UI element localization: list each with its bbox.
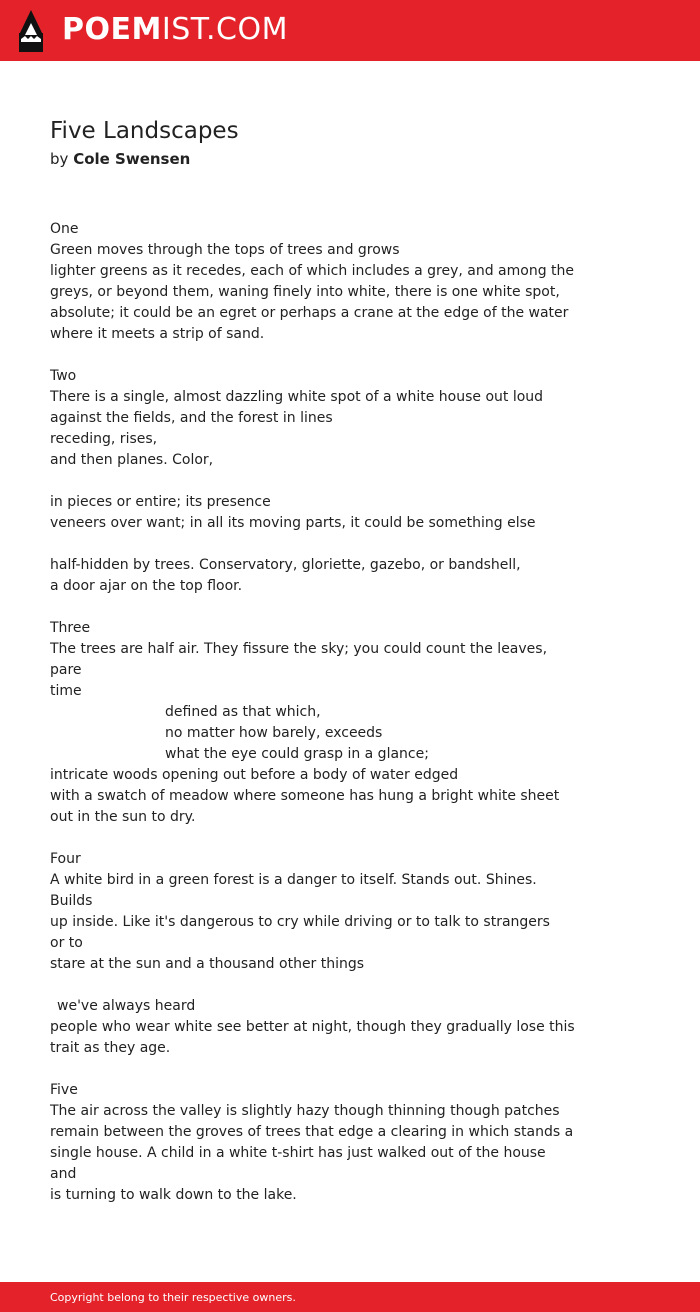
poem-line: Green moves through the tops of trees and grows (50, 242, 400, 258)
copyright-text: Copyright belong to their respective owners. (50, 1291, 296, 1304)
poem-line: trait as they age. (50, 1040, 171, 1056)
poem-line-indented: defined as that which, (165, 704, 321, 720)
poem-line: and then planes. Color, (50, 452, 214, 468)
poem-line: single house. A child in a white t-shirt has just walked out of the house (50, 1145, 546, 1161)
poem-line: intricate woods opening out before a body of water edged (50, 767, 459, 783)
stanza-break (50, 1059, 560, 1080)
stanza-break (50, 828, 560, 849)
site-header (0, 0, 700, 61)
poem-line: veneers over want; in all its moving parts, it could be something else (50, 515, 536, 531)
stanza-break (50, 345, 560, 366)
poem-line: stare at the sun and a thousand other things (50, 956, 365, 972)
poem-line: greys, or beyond them, waning finely into white, there is one white spot, (50, 284, 560, 300)
stanza-break (50, 471, 560, 492)
poem-title: Five Landscapes (50, 118, 239, 144)
site-footer (0, 1282, 700, 1312)
poem-line: remain between the groves of trees that edge a clearing in which stands a (50, 1124, 574, 1140)
poem-line: against the fields, and the forest in lines (50, 410, 333, 426)
poem-line: lighter greens as it recedes, each of which includes a grey, and among the (50, 263, 575, 279)
poem-line: Four (50, 851, 81, 867)
poem-line: and (50, 1166, 77, 1182)
poem-line: receding, rises, (50, 431, 158, 447)
poem-line: time (50, 683, 82, 699)
poem-line: up inside. Like it's dangerous to cry while driving or to talk to strangers (50, 914, 550, 930)
poem-line: There is a single, almost dazzling white spot of a white house out loud (50, 389, 544, 405)
stanza-break (50, 597, 560, 618)
poem-body (50, 219, 575, 1206)
poem-line: with a swatch of meadow where someone has hung a bright white sheet (50, 788, 560, 804)
poem-line: where it meets a strip of sand. (50, 326, 265, 342)
poem-line: The air across the valley is slightly hazy though thinning though patches (50, 1103, 560, 1119)
poem-line: is turning to walk down to the lake. (50, 1187, 297, 1203)
pencil-tip-icon[interactable] (18, 9, 44, 52)
poem-line-indented: what the eye could grasp in a glance; (165, 746, 429, 762)
poem-line: a door ajar on the top floor. (50, 578, 243, 594)
poem-line: One (50, 221, 79, 237)
poem-line: Five (50, 1082, 78, 1098)
stanza-break (50, 534, 560, 555)
poem-line: half-hidden by trees. Conservatory, gloriette, gazebo, or bandshell, (50, 557, 521, 573)
poem-line: A white bird in a green forest is a danger to itself. Stands out. Shines. (50, 872, 537, 888)
poem-line: out in the sun to dry. (50, 809, 196, 825)
poem-line: people who wear white see better at night, though they gradually lose this (50, 1019, 575, 1035)
stanza-break (50, 975, 560, 996)
logo-bold-text: POEM (62, 12, 162, 47)
poem-line: Two (50, 368, 77, 384)
poem-line-indented: we've always heard (57, 998, 196, 1014)
poem-byline (50, 149, 190, 169)
poem-line: The trees are half air. They fissure the sky; you could count the leaves, (50, 641, 548, 657)
poem-line: or to (50, 935, 83, 951)
by-label: by (50, 150, 69, 168)
poem-line-indented: no matter how barely, exceeds (165, 725, 383, 741)
poem-line: Builds (50, 893, 93, 909)
logo-light-text: IST.COM (161, 12, 288, 47)
poem-author: Cole Swensen (73, 150, 191, 168)
poem-line: absolute; it could be an egret or perhaps a crane at the edge of the water (50, 305, 569, 321)
poem-line: Three (50, 620, 91, 636)
poem-line: in pieces or entire; its presence (50, 494, 271, 510)
site-logo[interactable] (62, 10, 288, 50)
poem-line: pare (50, 662, 82, 678)
